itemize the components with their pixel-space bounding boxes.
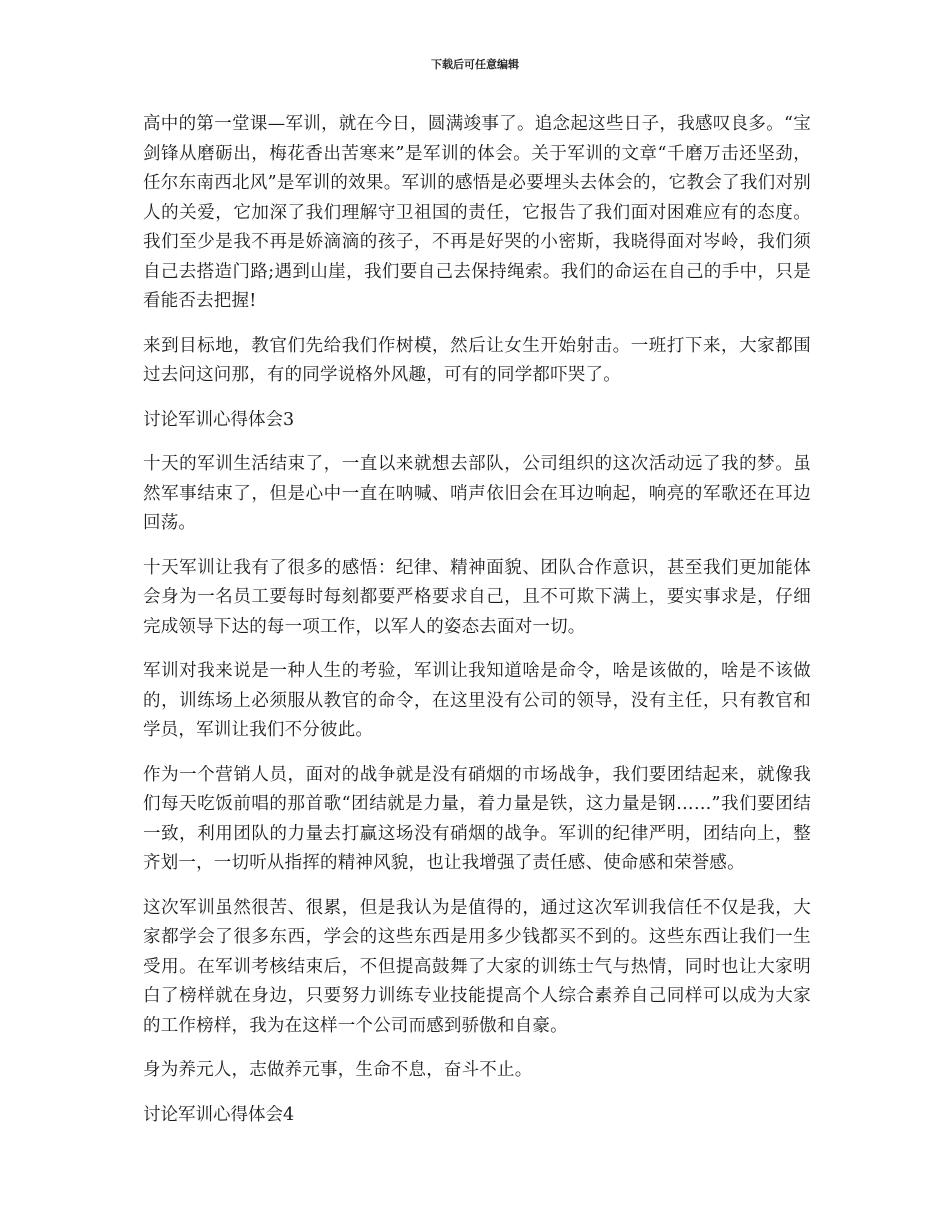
paragraph-2: 来到目标地，教官们先给我们作树模，然后让女生开始射击。一班打下来，大家都围过去问这问那，有的同学说格外风趣，可有的同学都吓哭了。 [143,335,811,385]
paragraph-6: 作为一个营销人员，面对的战争就是没有硝烟的市场战争，我们要团结起来，就像我们每天吃饭前唱的那首歌“团结就是力量，着力量是铁，这力量是钢……”我们要团结一致，利用团队的力量去打赢这场没有硝烟的战争。军训的纪律严明，团结向上，整齐划一，一切听从指挥的精神风貌，也让我增强了责任感、使命感和荣誉感。 [143,764,811,873]
section-heading-3: 讨论军训心得体会3 [143,409,295,430]
paragraph-3: 十天的军训生活结束了，一直以来就想去部队，公司组织的这次活动远了我的梦。虽然军事结束了，但是心中一直在呐喊、哨声依旧会在耳边响起，响亮的军歌还在耳边回荡。 [143,454,811,533]
paragraph-5: 军训对我来说是一种人生的考验，军训让我知道啥是命令，啥是该做的，啥是不该做的，训练场上必须服从教官的命令，在这里没有公司的领导，没有主任，只有教官和学员，军训让我们不分彼此。 [143,661,811,740]
paragraph-4: 十天军训让我有了很多的感悟：纪律、精神面貌、团队合作意识，甚至我们更加能体会身为一名员工要每时每刻都要严格要求自己，且不可欺下满上，要实事求是，仔细完成领导下达的每一项工作，以军人的姿态去面对一切。 [143,557,811,637]
paragraph-1: 高中的第一堂课—军训，就在今日，圆满竣事了。追念起这些日子，我感叹良多。“宝剑锋从磨砺出，梅花香出苦寒来”是军训的体会。关于军训的文章“千磨万击还坚劲，任尔东南西北风”是军训的效果。军训的感悟是必要埋头去体会的，它教会了我们对别人的关爱，它加深了我们理解守卫祖国的责任，它报告了我们面对困难应有的态度。我们至少是我不再是娇滴滴的孩子，不再是好哭的小密斯，我晓得面对岑岭，我们须自己去搭造门路;遇到山崖，我们要自己去保持绳索。我们的命运在自己的手中，只是看能否去把握! [143,114,811,311]
paragraph-7: 这次军训虽然很苦、很累，但是我认为是值得的，通过这次军训我信任不仅是我，大家都学会了很多东西，学会的这些东西是用多少钱都买不到的。这些东西让我们一生受用。在军训考核结束后，不但提高鼓舞了大家的训练士气与热情，同时也让大家明白了榜样就在身边，只要努力训练专业技能提高个人综合素养自己同样可以成为大家的工作榜样，我为在这样一个公司而感到骄傲和自豪。 [143,897,811,1036]
page-header: 下载后可任意编辑 [431,58,519,71]
paragraph-8: 身为养元人，志做养元事，生命不息，奋斗不止。 [143,1060,533,1080]
document-body [143,110,811,1145]
section-heading-4: 讨论军训心得体会4 [143,1104,295,1125]
